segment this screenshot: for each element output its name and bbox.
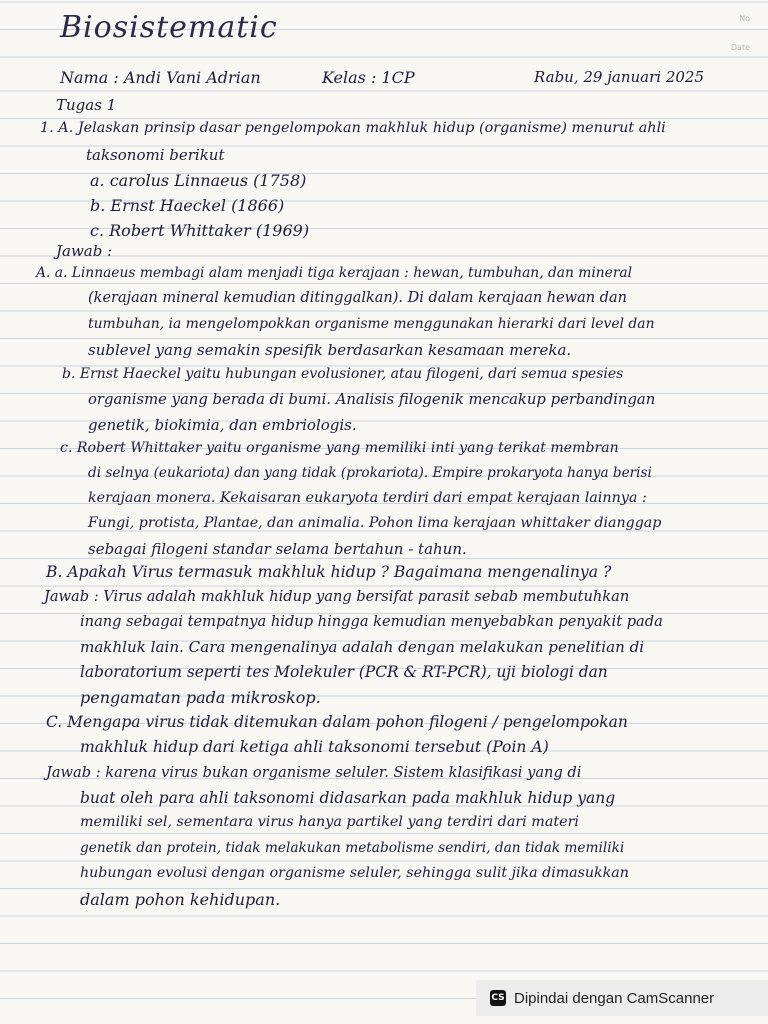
text-line: a. carolus Linnaeus (1758) [90,171,307,190]
text-line: buat oleh para ahli taksonomi didasarkan pada makhluk hidup yang [80,789,616,807]
date-label: Date [730,43,750,52]
camscanner-logo: CS [490,990,506,1006]
text-line: kerajaan monera. Kekaisaran eukaryota terdiri dari empat kerajaan lainnya : [88,490,647,506]
text-line: (kerajaan mineral kemudian ditinggalkan). Di dalam kerajaan hewan dan [88,290,627,306]
no-label: No [739,14,750,23]
text-line: sublevel yang semakin spesifik berdasarkan kesamaan mereka. [88,341,572,359]
header-fields [731,4,750,62]
text-line: Jawab : [56,242,113,260]
text-line: inang sebagai tempatnya hidup hingga kemudian menyebabkan penyakit pada [80,613,663,630]
text-line: b. Ernst Haeckel yaitu hubungan evolusioner, atau filogeni, dari semua spesies [62,366,624,382]
text-line: organisme yang berada di bumi. Analisis filogenik mencakup perbandingan [88,391,656,408]
text-line: A. a. Linnaeus membagi alam menjadi tiga kerajaan : hewan, tumbuhan, dan mineral [36,265,633,281]
text-line: Fungi, protista, Plantae, dan animalia. Pohon lima kerajaan whittaker dianggap [88,515,662,531]
text-line: Jawab : Virus adalah makhluk hidup yang bersifat parasit sebab membutuhkan [44,588,630,605]
text-line: pengamatan pada mikroskop. [80,688,321,707]
text-line: b. Ernst Haeckel (1866) [90,196,285,215]
text-line: hubungan evolusi dengan organisme seluler, sehingga sulit jika dimasukkan [80,865,629,881]
text-line: C. Mengapa virus tidak ditemukan dalam pohon filogeni / pengelompokan [46,713,628,731]
text-line: makhluk hidup dari ketiga ahli taksonomi tersebut (Poin A) [80,738,549,756]
text-line: sebagai filogeni standar selama bertahun - tahun. [88,540,467,558]
page-title: Biosistematic [60,10,278,45]
text-line: Jawab : karena virus bukan organisme seluler. Sistem klasifikasi yang di [46,764,582,781]
text-line: Tugas 1 [56,96,117,114]
text-line: 1. A. Jelaskan prinsip dasar pengelompokan makhluk hidup (organisme) menurut ahli [40,120,666,136]
camscanner-text: Dipindai dengan CamScanner [514,989,715,1007]
text-line: taksonomi berikut [86,146,225,164]
text-line: c. Robert Whittaker yaitu organisme yang memiliki inti yang terikat membran [60,440,619,456]
text-line: genetik, biokimia, dan embriologis. [88,416,357,434]
text-line: makhluk lain. Cara mengenalinya adalah dengan melakukan penelitian di [80,638,645,656]
text-line: genetik dan protein, tidak melakukan metabolisme sendiri, dan tidak memiliki [80,840,625,856]
text-line: B. Apakah Virus termasuk makhluk hidup ? Bagaimana mengenalinya ? [46,563,612,581]
text-line: c. Robert Whittaker (1969) [90,221,310,240]
text-line: di selnya (eukariota) dan yang tidak (prokariota). Empire prokaryota hanya berisi [88,465,652,481]
text-line: tumbuhan, ia mengelompokkan organisme menggunakan hierarki dari level dan [88,316,655,332]
text-line: memiliki sel, sementara virus hanya partikel yang terdiri dari materi [80,814,579,830]
student-class: Kelas : 1CP [322,68,415,87]
camscanner-watermark [476,980,768,1016]
text-line: laboratorium seperti tes Molekuler (PCR & RT-PCR), uji biologi dan [80,663,608,681]
student-name: Nama : Andi Vani Adrian [60,68,261,87]
text-line: dalam pohon kehidupan. [80,890,281,909]
assignment-date: Rabu, 29 januari 2025 [534,68,705,86]
